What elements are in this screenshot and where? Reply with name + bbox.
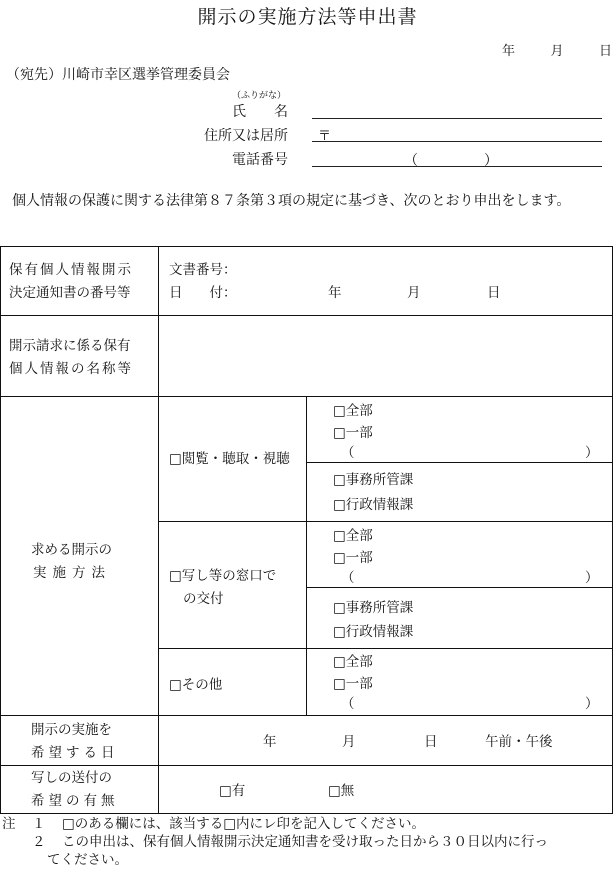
header-year-label: 年 xyxy=(502,44,516,59)
copy-admin-checkbox[interactable]: □行政情報課 xyxy=(333,624,414,640)
view-part-paren-open: （ xyxy=(341,445,355,461)
copy-part-paren-open: （ xyxy=(341,570,355,586)
desired-month-label: 月 xyxy=(342,734,356,750)
note-2-text-line2: てください。 xyxy=(47,852,128,868)
note-1-number: １ xyxy=(32,816,46,832)
form-table xyxy=(0,246,613,814)
row3-label-line1: 求める開示の xyxy=(31,542,112,558)
notes xyxy=(2,815,548,869)
phone-paren-open: （ xyxy=(404,153,418,169)
row3-label xyxy=(31,539,112,585)
doc-year-label: 年 xyxy=(328,285,342,301)
method-divider xyxy=(158,648,612,649)
delivery-no-checkbox[interactable]: □無 xyxy=(328,783,355,799)
view-part-checkbox[interactable]: □一部 xyxy=(333,425,373,441)
note-item-2-cont xyxy=(2,851,548,869)
row-divider xyxy=(1,765,612,766)
address-field[interactable] xyxy=(312,141,602,142)
header-day-label: 日 xyxy=(598,44,612,59)
method-view-checkbox[interactable]: □閲覧・聴取・視聴 xyxy=(169,451,290,467)
method-copy-line2: の交付 xyxy=(183,591,224,607)
copy-part-checkbox[interactable]: □一部 xyxy=(333,550,373,566)
doc-date-label: 日 付： xyxy=(169,285,237,301)
method-copy-checkbox[interactable] xyxy=(169,565,276,611)
other-part-paren-open: （ xyxy=(341,696,355,712)
header-month-label: 月 xyxy=(550,44,564,59)
ampm-selector[interactable]: 午前・午後 xyxy=(485,734,553,750)
row4-label-line1: 開示の実施を xyxy=(31,722,112,738)
method-other-checkbox[interactable]: □その他 xyxy=(169,677,223,693)
note-item-2 xyxy=(2,833,548,851)
address-label: 住所又は居所 xyxy=(204,128,288,144)
row3-label-line2: 実施方法 xyxy=(33,565,111,581)
method-divider xyxy=(158,521,612,522)
row1-label-line2: 決定通知書の番号等 xyxy=(9,285,131,301)
other-part-checkbox[interactable]: □一部 xyxy=(333,676,373,692)
view-admin-checkbox[interactable]: □行政情報課 xyxy=(333,497,414,513)
copy-part-paren-close: ） xyxy=(585,570,599,586)
furigana-label: （ふりがな） xyxy=(232,91,287,101)
name-label: 氏 名 xyxy=(232,104,288,120)
phone-label: 電話番号 xyxy=(232,152,288,168)
doc-number-label: 文書番号： xyxy=(169,262,237,278)
note-1-text: □のある欄には、該当する□内にレ印を記入してください。 xyxy=(62,816,426,832)
addressee: （宛先）川崎市幸区選挙管理委員会 xyxy=(6,67,230,83)
row1-label-line1: 保有個人情報開示 xyxy=(9,262,133,278)
document-title: 開示の実施方法等申出書 xyxy=(197,6,418,28)
postal-mark: 〒 xyxy=(318,129,332,144)
other-part-paren-close: ） xyxy=(585,696,599,712)
method-column-divider xyxy=(306,396,307,715)
phone-field[interactable] xyxy=(312,166,602,167)
row4-label xyxy=(31,719,119,765)
row4-label-line2: 希望する日 xyxy=(31,745,119,761)
delivery-yes-checkbox[interactable]: □有 xyxy=(219,783,246,799)
note-item-1 xyxy=(2,815,548,833)
row2-label-line2: 個人情報の名称等 xyxy=(9,361,133,377)
header-date[interactable] xyxy=(502,40,612,59)
row2-label xyxy=(9,335,133,381)
phone-paren-close: ） xyxy=(484,153,498,169)
row1-label xyxy=(9,259,133,305)
note-2-number: ２ xyxy=(32,834,46,850)
row5-label-line2: 希望の有無 xyxy=(31,793,119,809)
method-copy-line1: □写し等の窓口で xyxy=(169,568,277,584)
copy-all-checkbox[interactable]: □全部 xyxy=(333,528,373,544)
name-field[interactable] xyxy=(312,118,602,119)
view-all-checkbox[interactable]: □全部 xyxy=(333,403,373,419)
copy-office-checkbox[interactable]: □事務所管課 xyxy=(333,600,414,616)
row5-label xyxy=(31,767,119,813)
view-part-paren-close: ） xyxy=(585,445,599,461)
other-all-checkbox[interactable]: □全部 xyxy=(333,654,373,670)
note-2-text-line1: この申出は、保有個人情報開示決定通知書を受け取った日から３０日以内に行っ xyxy=(62,834,548,850)
desired-day-label: 日 xyxy=(424,734,438,750)
body-text: 個人情報の保護に関する法律第８７条第３項の規定に基づき、次のとおり申出をします。 xyxy=(12,193,571,209)
notes-label: 注 xyxy=(2,816,16,832)
desired-year-label: 年 xyxy=(263,734,277,750)
info-name-field[interactable] xyxy=(159,316,612,396)
doc-month-label: 月 xyxy=(407,285,421,301)
row-divider xyxy=(1,715,612,716)
doc-day-label: 日 xyxy=(487,285,501,301)
row5-label-line1: 写しの送付の xyxy=(31,770,112,786)
view-office-checkbox[interactable]: □事務所管課 xyxy=(333,472,414,488)
row2-label-line1: 開示請求に係る保有 xyxy=(9,338,131,354)
